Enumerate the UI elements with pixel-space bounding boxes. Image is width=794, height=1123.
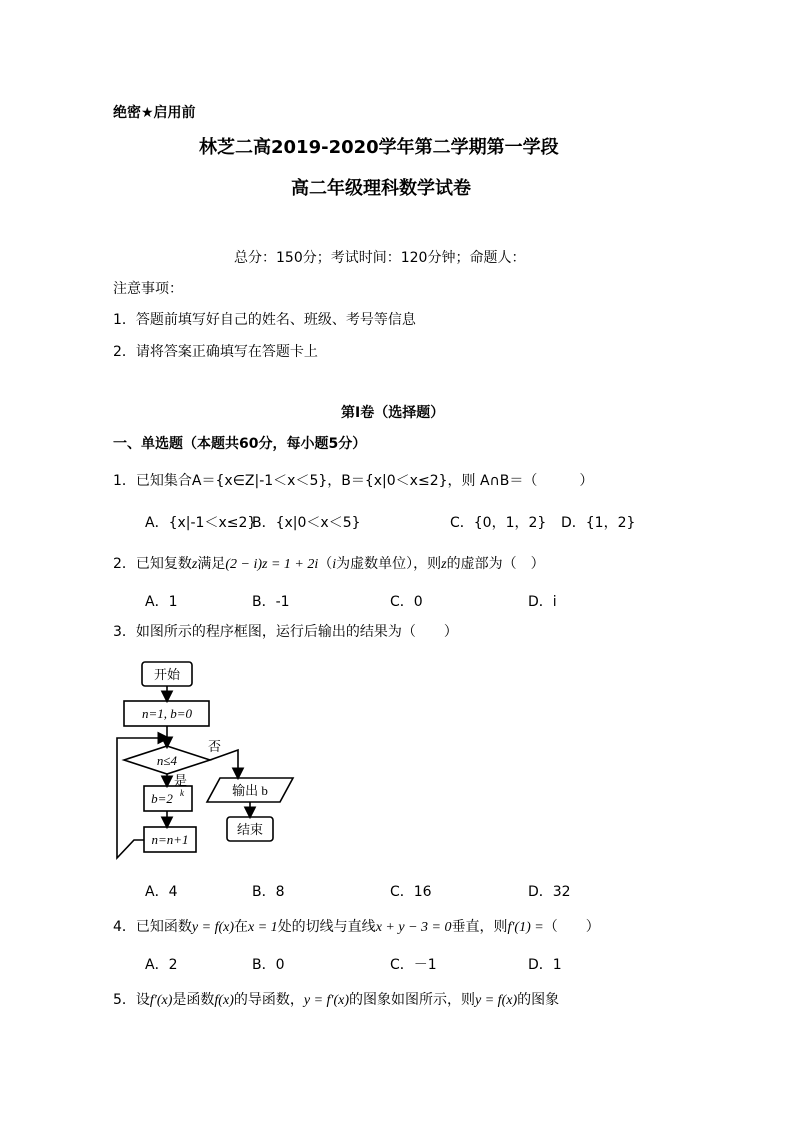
q3-option-c: C．16: [390, 884, 432, 900]
exam-subtitle: 高二年级理科数学试卷: [291, 178, 471, 199]
q5-derivative-graph: y = f′(x): [303, 993, 350, 1008]
q5-function: f(x): [214, 993, 234, 1008]
confidential-mark: 绝密★启用前: [113, 105, 196, 121]
q4-function: y = f(x): [191, 920, 235, 935]
exam-meta: 总分：150分；考试时间：120分钟；命题人：: [234, 250, 526, 266]
q1-option-a: A．{x|-1＜x≤2}: [145, 515, 257, 531]
q4-text: 垂直，则: [451, 919, 508, 935]
q4-option-d: D．1: [528, 957, 562, 973]
flow-start-label: 开始: [153, 667, 181, 682]
q2-equation: (2 − i)z = 1 + 2i: [225, 557, 319, 572]
q2-var: z: [441, 557, 447, 572]
q2-text: 为虚数单位），则: [336, 556, 442, 572]
q2-text: （: [318, 556, 333, 572]
flow-condition-label: n≤4: [156, 753, 178, 768]
q2-option-b: B．-1: [252, 594, 290, 610]
q3-option-b: B．8: [252, 884, 285, 900]
q3-option-d: D．32: [528, 884, 571, 900]
flow-no-label: 否: [208, 739, 222, 754]
q4-option-a: A．2: [145, 957, 178, 973]
q4-text: 处的切线与直线: [277, 919, 376, 935]
flow-increment-label: n=n+1: [151, 832, 189, 847]
q5-derivative: f′(x): [149, 993, 173, 1008]
q4-option-b: B．0: [252, 957, 285, 973]
q2-option-a: A．1: [145, 594, 178, 610]
flowchart: [110, 650, 310, 865]
q2-var: z: [191, 557, 198, 572]
q4-text: 在: [234, 919, 249, 935]
notice-heading: 注意事项：: [113, 281, 183, 297]
q2-option-d: D．i: [528, 594, 557, 610]
q5-function-graph: y = f(x): [475, 993, 518, 1008]
question-1-number: 1．已知集合: [113, 473, 192, 489]
notice-item: 1．答题前填写好自己的姓名、班级、考号等信息: [113, 312, 416, 328]
flow-init-label: n=1, b=0: [141, 706, 193, 721]
q4-text: 4．已知函数: [113, 919, 192, 935]
question-1: [113, 472, 593, 490]
q4-option-c: C．－1: [390, 957, 437, 973]
q5-text: 的图象: [517, 992, 560, 1008]
q2-text: 满足: [197, 556, 226, 572]
q4-point: x = 1: [248, 920, 278, 935]
q1-option-c: C．{0，1，2}: [450, 515, 547, 531]
q3-option-a: A．4: [145, 884, 178, 900]
question-4: [113, 918, 600, 937]
q5-text: 的导函数，: [233, 992, 304, 1008]
question-5: [113, 991, 559, 1010]
part-title: 一、单选题（本题共60分，每小题5分）: [113, 436, 367, 452]
q4-line: x + y − 3 = 0: [375, 920, 452, 935]
q4-derivative: f′(1) =: [507, 920, 544, 935]
notice-item: 2．请将答案正确填写在答题卡上: [113, 344, 318, 360]
q1-option-d: D．{1，2}: [561, 515, 636, 531]
question-1-stem: A＝{x∈Z|-1＜x＜5}，B＝{x|0＜x≤2}，则 A∩B＝（ ）: [191, 473, 594, 489]
q2-text: 的虚部为（ ）: [446, 556, 545, 572]
flow-output-label: 输出 b: [232, 783, 268, 798]
q5-text: 是函数: [172, 992, 215, 1008]
flow-end-label: 结束: [236, 822, 264, 837]
section-title: 第I卷（选择题）: [341, 405, 445, 421]
q4-text: （ ）: [543, 919, 600, 935]
flow-assign-exponent: k: [180, 788, 184, 798]
q2-var: i: [332, 557, 337, 572]
flow-assign-label: b=2: [151, 791, 173, 806]
q2-option-c: C．0: [390, 594, 423, 610]
q2-text: 2．已知复数: [113, 556, 192, 572]
question-2: [113, 555, 545, 574]
flow-yes-label: 是: [174, 773, 188, 788]
q5-text: 5．设: [113, 992, 150, 1008]
question-3: 3．如图所示的程序框图，运行后输出的结果为（ ）: [113, 624, 458, 640]
q1-option-b: B．{x|0＜x＜5}: [252, 515, 361, 531]
q5-text: 的图象如图所示，则: [349, 992, 476, 1008]
exam-title: 林芝二高2019-2020学年第二学期第一学段: [199, 137, 559, 158]
